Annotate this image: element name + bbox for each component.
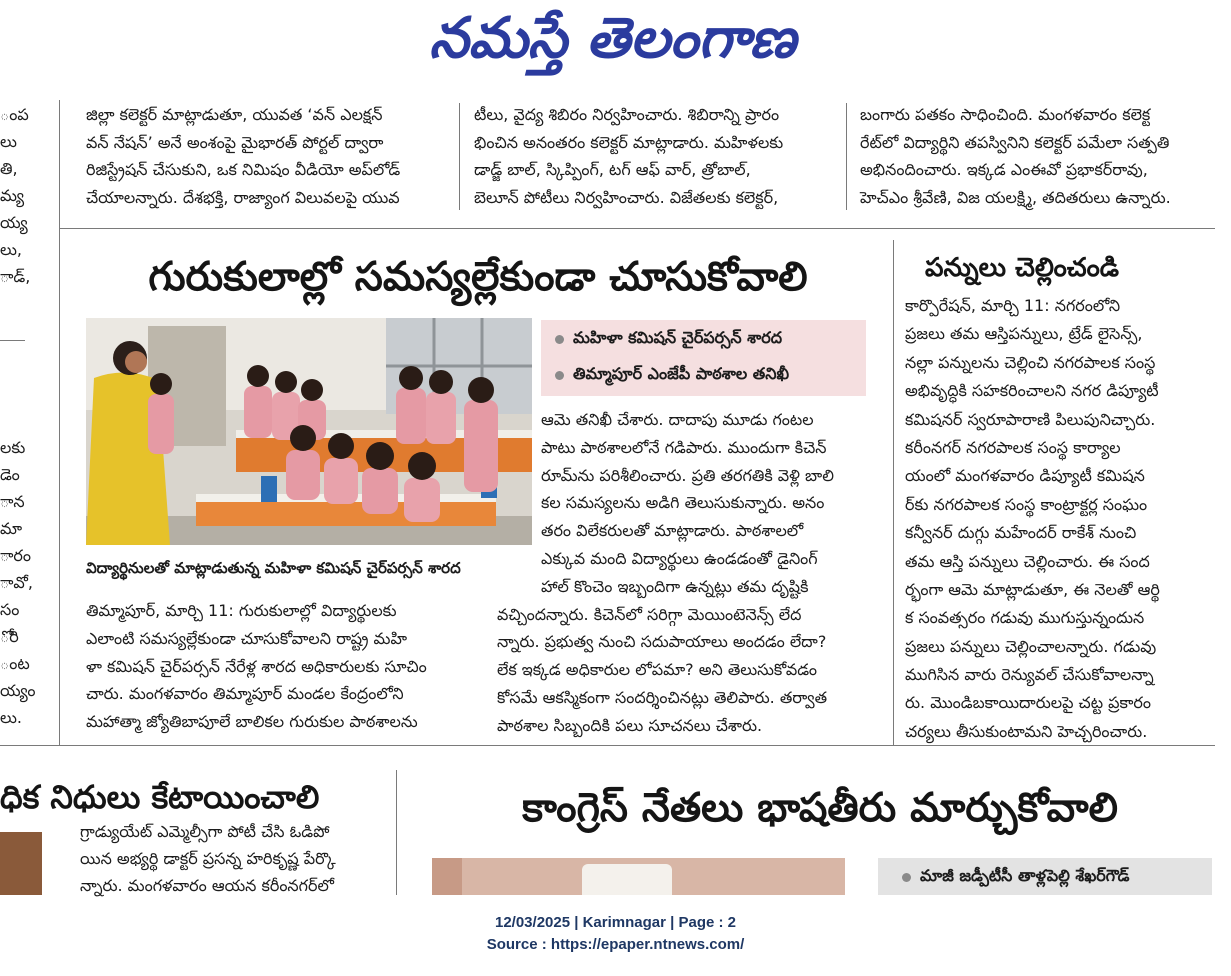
text-line: క సంవత్సరం గడువు ముగుస్తున్నందున	[905, 608, 1145, 628]
text-line: కల సమస్యలను అడిగి తెలుసుకున్నారు. అనం	[541, 493, 825, 513]
side-article-body	[905, 292, 1217, 747]
top-column-a	[86, 101, 448, 215]
column-rule	[396, 770, 397, 895]
photo-caption: విద్యార్థినులతో మాట్లాడుతున్న మహిళా కమిషన్ చైర్‌పర్సన్ శారద	[86, 559, 461, 577]
student-figure	[404, 452, 440, 522]
text-line: చర్యలు తీసుకుంటామని హెచ్చరించారు.	[905, 721, 1148, 741]
text-line: యంలో మంగళవారం డిప్యూటీ కమిషన	[905, 466, 1145, 486]
highlight-text: తిమ్మాపూర్ ఎంజేపీ పాఠశాల తనిఖీ	[573, 363, 790, 383]
student-figure	[426, 370, 456, 444]
text-line: జిల్లా కలెక్టర్ మాట్లాడుతూ, యువత ‘వన్ ఎలక్షన్	[86, 105, 383, 124]
text-fragment: య్యం	[0, 681, 36, 700]
text-line: కరీంనగర్ నగరపాలక సంస్థ కార్యాల	[905, 437, 1121, 457]
text-line: ర్భంగా ఆమె మాట్లాడుతూ, ఈ నెలతో ఆర్థి	[905, 579, 1160, 599]
column-rule	[846, 103, 847, 210]
text-line: న్నారు. ప్రభుత్వ నుంచి సదుపాయాలు అందడం లేదా?	[497, 632, 827, 652]
text-line: హాల్ కొంచెం ఇబ్బందిగా ఉన్నట్లు తమ దృష్టికి	[541, 576, 809, 596]
text-fragment: తి,	[0, 159, 18, 178]
main-article-body-column-1	[86, 597, 458, 739]
text-fragment: లు	[0, 132, 17, 151]
text-fragment: లు,	[0, 240, 22, 259]
student-figure	[286, 425, 320, 500]
text-line: అభినందించారు. ఇక్కడ ఎంఈవో ప్రభాకర్‌రావు,	[860, 160, 1148, 180]
left-edge-fragments-middle	[0, 434, 36, 734]
text-fragment: మా	[0, 519, 23, 538]
student-figure	[148, 373, 174, 454]
text-line: కన్వీనర్ దుగ్గు మహేందర్ రాకేశ్ నుంచి	[905, 523, 1137, 543]
main-headline: గురుకులాల్లో సమస్యల్లేకుండా చూసుకోవాలి	[148, 254, 808, 300]
footer-source-link[interactable]: Source : https://epaper.ntnews.com/	[486, 936, 745, 953]
bullet-icon	[555, 335, 564, 344]
text-line: డాడ్జ్ బాల్, స్కిప్పింగ్, టగ్ ఆఫ్ వార్, త్రోబాల్,	[474, 160, 751, 180]
highlight-text: మహిళా కమిషన్ చైర్‌పర్సన్ శారద	[573, 327, 783, 347]
text-line: పాటు పాఠశాలలోనే గడిపారు. ముందుగా కిచెన్	[541, 437, 827, 457]
text-fragment: ంప	[0, 105, 29, 124]
text-line: పాఠశాల సిబ్బందికి పలు సూచనలు చేశారు.	[497, 715, 763, 735]
text-line: ఆమె తనిఖీ చేశారు. దాదాపు మూడు గంటల	[541, 410, 814, 429]
text-line: భించిన అనంతరం కలెక్టర్ మాట్లాడారు. మహిళలకు	[474, 132, 784, 152]
highlight-text: మాజీ జడ్పీటీసీ తాళ్లపెల్లి శేఖర్‌గౌడ్	[920, 865, 1130, 885]
text-fragment: మ్య	[0, 186, 25, 205]
text-line: న్నారు. మంగళవారం ఆయన కరీంనగర్‌లో	[80, 876, 334, 895]
text-line: వచ్చిందన్నారు. కిచెన్‌లో సరిగ్గా మెయింటెనెన్స్ లేద	[497, 604, 802, 624]
bottom-left-headline: ధిక నిధులు కేటాయించాలి	[0, 778, 320, 816]
text-line: లేక ఇక్కడ అధికారుల లోపమా? అని తెలుసుకోవడం	[497, 660, 817, 680]
bullet-icon	[902, 873, 911, 882]
text-line: గ్రాడ్యుయేట్ ఎమ్మెల్సీగా పోటీ చేసి ఓడిపో	[80, 822, 330, 841]
masthead-title: నమస్తే తెలంగాణ	[429, 6, 796, 71]
bullet-icon	[555, 371, 564, 380]
section-rule	[59, 228, 1215, 229]
text-fragment: ావో,	[0, 573, 34, 592]
text-fragment: ాన	[0, 492, 25, 511]
text-line: రూమ్‌ను పరిశీలించారు. ప్రతి తరగతికి వెళ్లి బాలి	[541, 465, 834, 485]
side-headline: పన్నులు చెల్లించండి	[925, 253, 1120, 283]
photo-chair	[261, 476, 277, 502]
text-line: చారు. మంగళవారం తిమ్మాపూర్ మండల కేంద్రంలోని	[86, 684, 404, 704]
text-fragment: లు.	[0, 708, 22, 727]
section-rule	[0, 340, 25, 341]
main-article-body-column-2	[497, 406, 868, 746]
student-figure	[396, 366, 426, 444]
text-line: హెచ్ఎం శ్రీవేణి, విజ యలక్ష్మి, తదితరులు ఉన్నారు.	[860, 188, 1171, 208]
column-rule	[893, 240, 894, 745]
bottom-right-highlights-box	[878, 858, 1212, 895]
footer-date-edition-page: 12/03/2025 | Karimnagar | Page : 2	[494, 914, 737, 931]
woman-face	[125, 351, 147, 373]
text-line: రిజిస్ట్రేషన్ చేసుకుని, ఒక నిమిషం వీడియో అప్‌లోడ్	[86, 160, 401, 180]
text-fragment: ంట	[0, 654, 30, 673]
bottom-right-headline: కాంగ్రెస్ నేతలు భాషతీరు మార్చుకోవాలి	[522, 785, 1118, 831]
text-line: రేట్‌లో విద్యార్థిని తపస్వినిని కలెక్టర్ పమేలా సత్పతి	[860, 132, 1170, 152]
text-line: కోసమే ఆకస్మికంగా సందర్శించినట్లు తెలిపారు. తర్వాత	[497, 687, 828, 707]
text-fragment: సం	[0, 600, 20, 619]
text-line: బెలూన్ పోటీలు నిర్వహించారు. విజేతలకు కలెక్టర్,	[474, 188, 779, 208]
student-figure	[362, 442, 398, 514]
text-line: తిమ్మాపూర్, మార్చి 11: గురుకులాల్లో విద్యార్థులకు	[86, 601, 397, 620]
highlights-box	[541, 320, 866, 396]
text-line: ళా కమిషన్ చైర్‌పర్సన్ నేరేళ్ల శారద అధికారులకు సూచిం	[86, 656, 427, 676]
highlight-item	[555, 360, 860, 390]
text-line: తమ ఆస్తి పన్నులు చెల్లించారు. ఈ సంద	[905, 551, 1150, 571]
text-fragment: ోరి	[0, 627, 19, 646]
bottom-right-photo	[432, 858, 845, 895]
left-edge-fragments	[0, 101, 31, 301]
text-line: ఎలాంటి సమస్యల్లేకుండా చూసుకోవాలని రాష్ట్ర మహి	[86, 628, 408, 648]
text-line: కమిషనర్ స్వరూపారాణి పిలుపునిచ్చారు.	[905, 409, 1156, 429]
text-line: మహాత్మా జ్యోతిబాపూలే బాలికల గురుకుల పాఠశాలను	[86, 712, 418, 732]
main-article-photo	[86, 318, 532, 545]
text-fragment: య్య	[0, 213, 28, 232]
classroom-photo	[86, 318, 532, 545]
text-line: వన్ నేషన్’ అనే అంశంపై మైభారత్ పోర్టల్ ద్వారా	[86, 132, 384, 152]
text-line: బంగారు పతకం సాధించింది. మంగళవారం కలెక్ట	[860, 105, 1151, 124]
highlight-item	[902, 862, 1206, 892]
text-fragment: ారం	[0, 546, 32, 565]
student-figure	[324, 433, 358, 504]
bottom-left-photo	[0, 832, 42, 895]
highlight-item	[555, 324, 860, 354]
text-line: రు. మొండిబకాయిదారులపై చట్ట ప్రకారం	[905, 693, 1151, 713]
text-fragment: ాడ్,	[0, 267, 31, 286]
column-rule	[459, 103, 460, 210]
text-fragment: డెం	[0, 465, 20, 484]
top-column-c	[860, 101, 1218, 215]
text-line: చేయాలన్నారు. దేశభక్తి, రాజ్యాంగ విలువలపై యువ	[86, 188, 400, 208]
text-fragment: లకు	[0, 438, 26, 457]
student-figure	[464, 377, 498, 492]
text-line: ర్‌కు నగరపాలక సంస్థ కాంట్రాక్టర్ల సంఘం	[905, 494, 1148, 514]
text-line: నల్లా పన్నులను చెల్లించి నగరపాలక సంస్థ	[905, 352, 1156, 372]
student-figure	[244, 365, 272, 438]
photo-object	[582, 864, 672, 895]
text-line: ప్రజలు తమ ఆస్తిపన్నులు, ట్రేడ్ లైసెన్స్,	[905, 324, 1143, 344]
text-line: కార్పొరేషన్, మార్చి 11: నగరంలోని	[905, 296, 1121, 315]
photo-shadow	[432, 858, 462, 895]
text-line: యిన అభ్యర్థి డాక్టర్ ప్రసన్న హరికృష్ణ పేర్కొ	[80, 849, 336, 868]
text-line: ముగిసిన వారు రెన్యువల్ చేసుకోవాలన్నా	[905, 665, 1154, 685]
text-line: టీలు, వైద్య శిబిరం నిర్వహించారు. శిబిరాన్ని ప్రారం	[474, 105, 780, 124]
text-line: ఎక్కువ మంది విద్యార్థులు ఉండడంతో డైనింగ్	[541, 548, 818, 568]
text-line: తరం విలేకరులతో మాట్లాడారు. పాఠశాలలో	[541, 521, 804, 541]
column-rule	[59, 100, 60, 745]
bottom-left-body	[80, 818, 380, 895]
top-column-b	[474, 101, 836, 215]
text-line: అభివృద్ధికి సహకరించాలని నగర డిప్యూటీ	[905, 381, 1159, 401]
text-line: ప్రజలు పన్నులు చెల్లించాలన్నారు. గడువు	[905, 636, 1157, 656]
